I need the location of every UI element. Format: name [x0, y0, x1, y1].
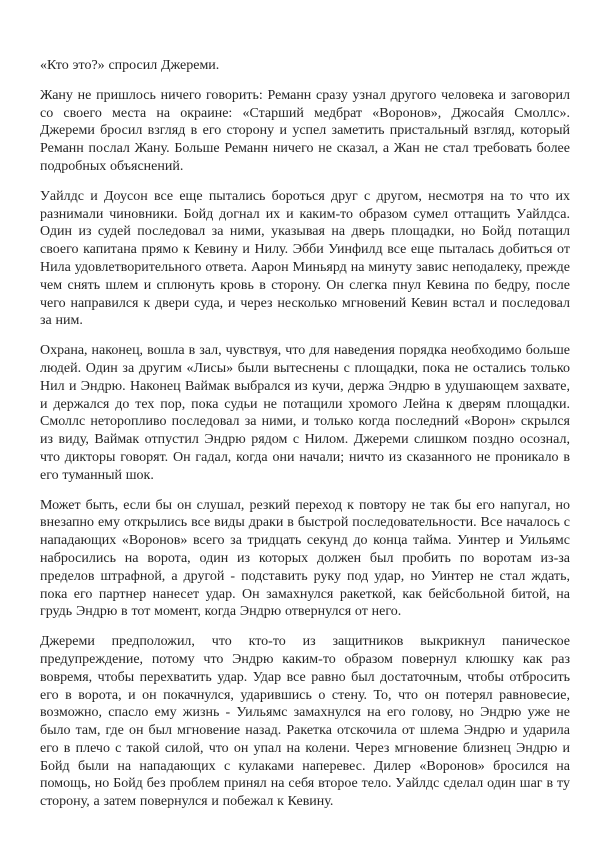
paragraph: Жану не пришлось ничего говорить: Реманн сразу узнал другого человека и заговорил со своего места на окраине: «Старший медбрат «Воронов», Джосайя Смоллс». Джереми бросил взгляд в его сторону и успел заметить пристальный взгляд, который Реманн послал Жану. Больше Реманн ничего не сказал, а Жан не стал требовать более подробных объяснений.: [40, 87, 570, 174]
paragraph: Может быть, если бы он слушал, резкий переход к повтору не так бы его напугал, но внезапно ему открылись все виды драки в быстрой последовательности. Все началось с нападающих «Воронов» всего за тридцать секунд до конца тайма. Уинтер и Уильямс набросились на ворота, один из которых должен был пробить по воротам из-за пределов штрафной, а другой - подставить руку под удар, но Уинтер не стал ждать, пока его партнер нанесет удар. Он замахнулся ракеткой, как бейсбольной битой, на грудь Эндрю в тот момент, когда Эндрю отвернулся от него.: [40, 497, 570, 620]
paragraph: Охрана, наконец, вошла в зал, чувствуя, что для наведения порядка необходимо больше людей. Один за другим «Лисы» были вытеснены с площадки, пока не остались только Нил и Эндрю. Наконец Ваймак выбрался из кучи, держа Эндрю в удушающем захвате, и держался до тех пор, пока судьи не потащили хромого Лейна к дверям площадки. Смоллс неторопливо последовал за ними, и только когда последний «Ворон» скрылся из виду, Ваймак отпустил Эндрю рядом с Нилом. Джереми слишком поздно осознал, что дикторы говорят. Он гадал, когда они начали; ничто из сказанного не проникало в его туманный шок.: [40, 343, 570, 483]
paragraph: «Кто это?» спросил Джереми.: [40, 58, 220, 73]
paragraph: Уайлдс и Доусон все еще пытались бороться друг с другом, несмотря на то что их разнимали чиновники. Бойд догнал их и каким-то образом сумел оттащить Уайлдса. Один из судей последовал за ними, указывая на дверь площадки, но Бойд потащил своего капитана прямо к Кевину и Нилу. Эбби Уинфилд все еще пыталась добиться от Нила удовлетворительного ответа. Аарон Миньярд на минуту завис неподалеку, прежде чем снять шлем и сплюнуть кровь в сторону. Он слегка пнул Кевина по бедру, после чего направился к двери суда, и через несколько мгновений Кевин встал и последовал за ним.: [40, 188, 570, 329]
paragraph: Джереми предположил, что кто-то из защитников выкрикнул паническое предупреждение, потому что Эндрю каким-то образом повернул клюшку как раз вовремя, чтобы перехватить удар. Удар все равно был достаточным, чтобы отбросить его в ворота, и он покачнулся, ударившись о стену. То, что он потерял равновесие, возможно, спасло ему жизнь - Уильямс замахнулся на его голову, но Эндрю уже не было там, где он был мгновение назад. Ракетка отскочила от шлема Эндрю и ударила его в плечо с такой силой, что он упал на колени. Через мгновение близнец Эндрю и Бойд были на нападающих с кулаками наперевес. Дилер «Воронов» бросился на помощь, но Бойд без проблем принял на себя второе тело. Уайлдс сделал один шаг в ту сторону, а затем повернулся и побежал к Кевину.: [40, 634, 570, 810]
